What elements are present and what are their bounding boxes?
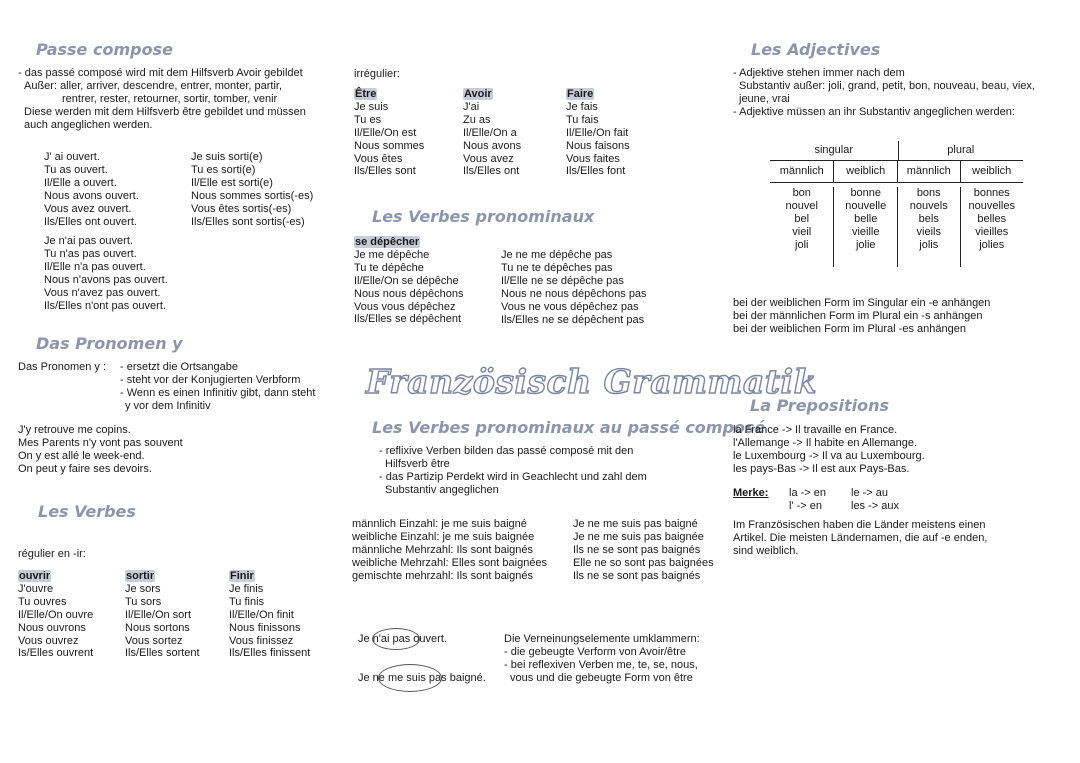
conjugation-line: J'ai	[463, 100, 480, 113]
negation-example-1: Je n'ai pas ouvert.	[358, 633, 447, 645]
conjugation-line: Ils/Elles sont	[354, 165, 416, 178]
table-column	[961, 187, 1024, 267]
merke-rule: les -> aux	[851, 499, 899, 512]
column-header: männlich	[770, 161, 834, 182]
prepositions-examples	[733, 424, 925, 476]
table-cell: bonnes	[973, 187, 1010, 199]
note-line: Substantiv angeglichen	[385, 483, 499, 496]
table-cell: vieils	[916, 225, 941, 238]
conjugation-line: Ils/Elles font	[566, 165, 626, 178]
conjugation-line: Ils/Elles sont sortis(-es)	[191, 215, 305, 228]
intro-line: Diese werden mit dem Hilfsverb être gebildet und müssen	[24, 105, 306, 118]
explanation-line: - die gebeugte Verform von Avoir/être	[504, 645, 687, 658]
rule-line: bei der weiblichen Form im Plural -es anhängen	[733, 322, 966, 335]
merke-rule: l' -> en	[789, 499, 822, 512]
pronominaux-pc-negative	[573, 518, 714, 583]
avoir-column	[463, 88, 521, 178]
table-cell: nouvelle	[845, 199, 887, 212]
verb-head: Faire	[567, 88, 594, 100]
pronomen-y-title: Das Pronomen y	[36, 334, 183, 353]
conjugation-line: Je n'ai pas ouvert.	[44, 235, 133, 247]
example-line: Je ne me suis pas baigné	[573, 518, 698, 530]
table-cell: jolie	[855, 238, 876, 251]
conjugation-line: Nous avons	[463, 139, 522, 152]
conjugation-line: Tu es	[354, 113, 382, 126]
example-line: la France -> Il travaille en France.	[733, 424, 898, 436]
column-header: weiblich	[972, 165, 1012, 177]
verbes-title: Les Verbes	[38, 502, 136, 521]
verb-head: ouvrir	[19, 570, 51, 582]
conjugation-line: Il/Elle a ouvert.	[44, 176, 117, 189]
example-line: Ils ne se sont pas baignés	[573, 543, 701, 556]
pronominaux-positive	[354, 236, 463, 326]
example-line: Ils ne se sont pas baignés	[573, 569, 701, 582]
conjugation-line: Je sors	[125, 582, 161, 595]
explanation-line: vous und die gebeugte Form von être	[510, 671, 693, 684]
conjugation-line: Ils/Elles se dépêchent	[354, 313, 462, 326]
note-line: - reflixive Verben bilden das passé composé mit den	[379, 445, 634, 457]
pronomen-y-examples	[18, 424, 183, 476]
conjugation-line: Nous sortons	[125, 621, 190, 634]
conjugation-line: Tu finis	[229, 595, 265, 608]
conjugation-line: Vous avez	[463, 152, 514, 165]
conjugation-line: J'ouvre	[18, 582, 54, 595]
note-line: - Adjektive stehen immer nach dem	[733, 67, 905, 79]
table-cell: vieil	[792, 225, 812, 238]
main-title: Französisch Grammatik	[366, 362, 817, 401]
conjugation-line: Zu as	[463, 113, 491, 126]
faire-column	[566, 88, 630, 178]
table-cell: nouvel	[785, 199, 818, 212]
explanation-line: - bei reflexiven Verben me, te, se, nous,	[504, 658, 698, 671]
adjectives-table	[770, 141, 1023, 267]
conjugation-line: Il/Elle/On finit	[229, 608, 294, 621]
conjugation-line: Il/Elle/On sort	[125, 608, 192, 621]
table-cell: nouvelles	[968, 199, 1015, 212]
conjugation-line: Nous sommes sortis(-es)	[191, 189, 314, 202]
conjugation-line: Il/Elle/On se dépêche	[354, 274, 459, 287]
pronominaux-pc-positive	[352, 518, 547, 583]
ouvrir-column	[18, 570, 93, 660]
avoir-conjugation	[44, 151, 139, 228]
table-cell: vieille	[851, 225, 880, 238]
example-line: On y est allé le week-end.	[18, 449, 145, 462]
example-line: le Luxembourg -> Il va au Luxembourg.	[733, 449, 925, 462]
table-cell: joli	[795, 238, 809, 251]
negation-example-2: Je ne me suis pas baigné.	[358, 672, 486, 684]
conjugation-line: Je suis	[354, 100, 389, 113]
column-header: männlich	[898, 161, 961, 182]
merke-rule: le -> au	[851, 487, 888, 499]
conjugation-line: Tu es sorti(e)	[191, 163, 256, 176]
intro-line: - das passé composé wird mit dem Hilfsverb Avoir gebildet	[18, 67, 303, 79]
pronomen-y-label: Das Pronomen y :	[18, 361, 107, 373]
merke-rules-left	[789, 487, 826, 513]
conjugation-line: Vous finissez	[229, 634, 294, 647]
etre-column	[354, 88, 424, 178]
table-cell: jolies	[979, 238, 1005, 251]
conjugation-line: Ils/Elles ne se dépêchent pas	[501, 313, 645, 326]
table-cell: nouvels	[909, 199, 948, 212]
table-column	[834, 187, 898, 267]
table-cell: belles	[977, 212, 1007, 225]
conjugation-line: Tu ne te dépêches pas	[501, 261, 613, 274]
irregulier-label: irrégulier:	[354, 68, 400, 80]
conjugation-line: Vous sortez	[125, 634, 183, 647]
example-line: On peut y faire ses devoirs.	[18, 462, 152, 475]
note-line: jeune, vrai	[739, 92, 790, 105]
point-line: - ersetzt die Ortsangabe	[120, 361, 239, 373]
verb-head: Avoir	[464, 88, 492, 100]
conjugation-line: Il/Elle/On fait	[566, 126, 629, 139]
merke-rule: la -> en	[789, 487, 826, 499]
note-line: - Adjektive müssen an ihr Substantiv angeglichen werden:	[733, 105, 1015, 118]
table-column	[898, 187, 961, 267]
conjugation-line: Je me dépêche	[354, 248, 430, 261]
conjugation-line: Nous ouvrons	[18, 621, 86, 634]
example-line: Je ne me suis pas baignée	[573, 530, 704, 543]
intro-line: Außer: aller, arriver, descendre, entrer, monter, partir,	[24, 79, 283, 92]
prepositions-note	[733, 519, 987, 558]
example-line: weibliche Einzahl: je me suis baignée	[352, 530, 535, 543]
verb-head: Finir	[230, 570, 254, 582]
example-line: gemischte mehrzahl: Ils sont baignés	[352, 569, 533, 582]
conjugation-line: Il/Elle/On ouvre	[18, 608, 94, 621]
negation-bracket-oval	[372, 628, 420, 650]
negation-explanation	[504, 633, 700, 685]
note-line: Hilfsverb être	[385, 457, 450, 470]
example-line: männliche Mehrzahl: Ils sont baignés	[352, 543, 533, 556]
conjugation-line: Nous avons ouvert.	[44, 189, 139, 202]
point-line: - steht vor der Konjugierten Verbform	[120, 373, 301, 386]
conjugation-line: Vous avez ouvert.	[44, 202, 132, 215]
prepositions-title: La Prepositions	[750, 396, 890, 415]
example-line: l'Allemange -> Il habite en Allemange.	[733, 436, 918, 449]
negation-bracket-oval	[378, 664, 442, 692]
etre-conjugation	[191, 151, 313, 228]
conjugation-line: Nous nous dépêchons	[354, 287, 464, 300]
example-line: les pays-Bas -> Il est aux Pays-Bas.	[733, 462, 910, 475]
example-line: männlich Einzahl: je me suis baigné	[352, 518, 527, 530]
merke-label: Merke:	[733, 487, 769, 499]
conjugation-line: Vous vous dépêchez	[354, 300, 456, 313]
table-cell: bels	[918, 212, 939, 225]
example-line: J'y retrouve me copins.	[18, 424, 131, 436]
note-line: Im Französischen haben die Länder meistens einen	[733, 519, 986, 531]
adjectives-notes	[733, 67, 1035, 119]
conjugation-line: Ils/Elles ont	[463, 165, 520, 178]
table-cell: belle	[854, 212, 878, 225]
example-line: Elle ne so sont pas baignées	[573, 556, 714, 569]
conjugation-line: Vous ne vous dépêchez pas	[501, 300, 639, 313]
conjugation-line: Tu te dépêche	[354, 261, 424, 274]
intro-line: auch angeglichen werden.	[24, 118, 153, 131]
table-cell: bel	[794, 212, 810, 225]
conjugation-line: Tu n'as pas ouvert.	[44, 247, 137, 260]
rule-line: bei der weiblichen Form im Singular ein -e anhängen	[733, 297, 991, 309]
conjugation-line: Tu ouvres	[18, 595, 67, 608]
note-line: - das Partizip Perdekt wird in Geachlecht und zahl dem	[379, 470, 647, 483]
conjugation-line: Il/Elle n'a pas ouvert.	[44, 260, 146, 273]
conjugation-line: Je suis sorti(e)	[191, 151, 263, 163]
conjugation-line: Je ne me dépêche pas	[501, 249, 613, 261]
conjugation-line: Ils/Elles sortent	[125, 647, 200, 660]
conjugation-line: Il/Elle ne se dépêche pas	[501, 274, 624, 287]
explanation-line: Die Verneinungselemente umklammern:	[504, 633, 700, 645]
intro-line: rentrer, rester, retourner, sortir, tomber, venir	[62, 92, 278, 105]
column-header: weiblich	[834, 161, 898, 182]
verbes-label: régulier en -ir:	[18, 548, 86, 560]
conjugation-line: J' ai ouvert.	[44, 151, 100, 163]
example-line: Mes Parents n'y vont pas souvent	[18, 436, 183, 449]
conjugation-line: Ils/Elles ont ouvert.	[44, 215, 137, 228]
finir-column	[229, 570, 310, 660]
table-cell: bonne	[850, 187, 882, 199]
conjugation-line: Il/Elle/On est	[354, 126, 417, 139]
group-header: plural	[947, 144, 975, 156]
conjugation-line: Nous ne nous dépêchons pas	[501, 287, 647, 300]
table-cell: vieilles	[975, 225, 1009, 238]
pronominaux-negative	[501, 249, 647, 326]
conjugation-line: Je fais	[566, 100, 598, 113]
verb-head: sortir	[126, 570, 155, 582]
pronomen-y-points	[120, 361, 315, 413]
conjugation-line: Vous êtes sortis(-es)	[191, 202, 292, 215]
example-line: weibliche Mehrzahl: Elles sont baignées	[352, 556, 548, 569]
point-line: y vor dem Infinitiv	[125, 399, 211, 412]
negation-conjugation	[44, 235, 168, 312]
conjugation-line: Il/Elle est sorti(e)	[191, 176, 273, 189]
pronominaux-pc-title: Les Verbes pronominaux au passé composé	[372, 418, 766, 437]
pronominaux-title: Les Verbes pronominaux	[372, 207, 595, 226]
conjugation-line: Nous n'avons pas ouvert.	[44, 273, 168, 286]
passe-compose-intro	[18, 67, 306, 132]
adjective-rules	[733, 297, 990, 336]
conjugation-line: Nous finissons	[229, 621, 301, 634]
conjugation-line: Tu sors	[125, 595, 162, 608]
verb-head: Être	[355, 88, 377, 100]
conjugation-line: Is/Elles ouvrent	[18, 647, 94, 660]
adjectives-title: Les Adjectives	[751, 40, 881, 59]
point-line: - Wenn es einen Infinitiv gibt, dann steht	[120, 386, 316, 399]
sortir-column	[125, 570, 200, 660]
conjugation-line: Vous êtes	[354, 152, 403, 165]
merke-rules-right	[851, 487, 899, 513]
note-line: Substantiv außer: joli, grand, petit, bon, nouveau, beau, viex,	[739, 79, 1035, 92]
conjugation-line: Vous ouvrez	[18, 634, 79, 647]
pronominaux-pc-notes	[379, 445, 647, 497]
table-cell: jolis	[919, 238, 939, 251]
conjugation-line: Tu fais	[566, 113, 599, 126]
conjugation-line: Vous n'avez pas ouvert.	[44, 286, 161, 299]
note-line: Artikel. Die meisten Ländernamen, die auf -e enden,	[733, 531, 988, 544]
conjugation-line: Je finis	[229, 582, 264, 595]
table-cell: bon	[792, 187, 811, 199]
conjugation-line: Il/Elle/On a	[463, 126, 517, 139]
note-line: sind weiblich.	[733, 544, 799, 557]
table-column	[770, 187, 834, 267]
passe-compose-title: Passe compose	[36, 40, 173, 59]
conjugation-line: Vous faites	[566, 152, 620, 165]
verb-head: se dépêcher	[355, 236, 420, 248]
conjugation-line: Ils/Elles n'ont pas ouvert.	[44, 299, 166, 312]
table-cell: bons	[916, 187, 941, 199]
conjugation-line: Nous faisons	[566, 139, 630, 152]
conjugation-line: Tu as ouvert.	[44, 163, 108, 176]
rule-line: bei der männlichen Form im Plural ein -s anhängen	[733, 309, 983, 322]
conjugation-line: Ils/Elles finissent	[229, 647, 311, 660]
conjugation-line: Nous sommes	[354, 139, 425, 152]
group-header: singular	[770, 141, 899, 160]
